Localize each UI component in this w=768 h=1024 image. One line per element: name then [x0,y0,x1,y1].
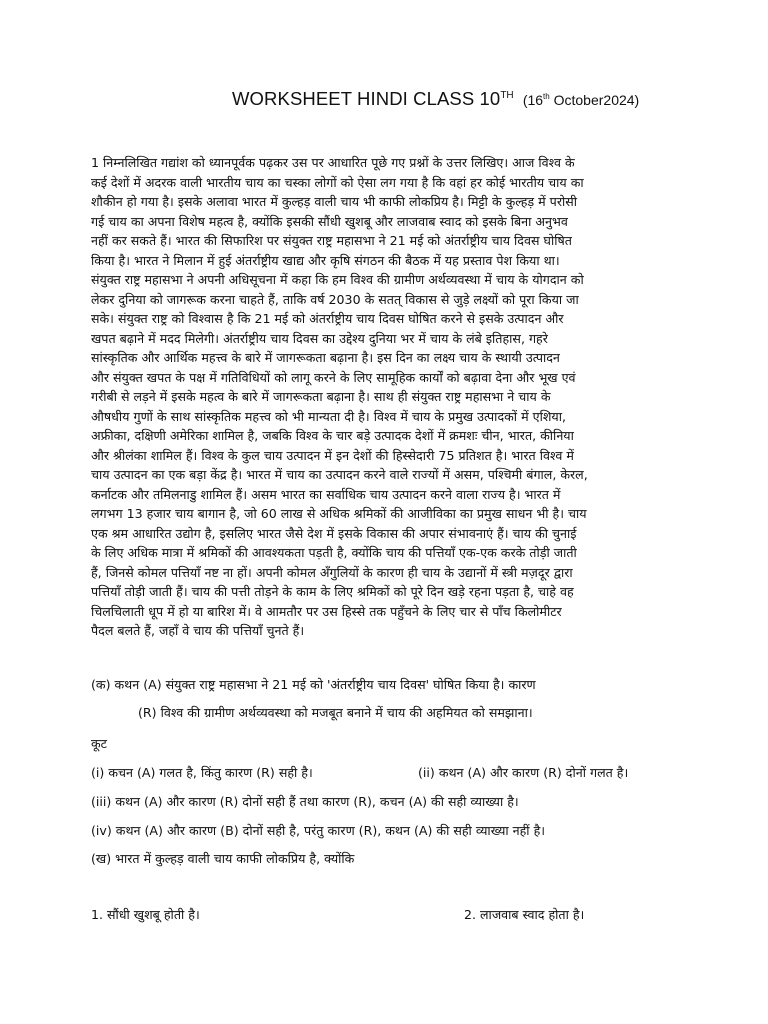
comprehension-passage [91,153,681,641]
passage-line: शौकीन हो गया है। इसके अलावा भारत में कुल्हड़ वाली चाय भी काफी लोकप्रिय है। मिट्टी के कुल्हड़ में परोसी [91,194,578,209]
option-iv: (iv) कथन (A) और कारण (B) दोनों सही है, परंतु कारण (R), कथन (A) की सही व्याख्या नहीं है। [91,823,546,838]
passage-line: किया है। भारत ने मिलान में हुई अंतर्राष्ट्रीय खाद्य और कृषि संगठन की बैठक में यह प्रस्ताव पेश किया था। [91,252,560,268]
passage-line: औषधीय गुणों के साथ सांस्कृतिक महत्त्व को भी मान्यता दी है। विश्व में चाय के प्रमुख उत्पादकों में एशिया, [91,408,566,424]
passage-line: नहीं कर सकते हैं। भारत की सिफारिश पर संयुक्त राष्ट्र महासभा ने 21 मई को अंतर्राष्ट्रीय चाय दिवस घोषित [91,233,572,248]
passage-line: कई देशों में अदरक वाली भारतीय चाय का चस्का लोगों को ऐसा लग गया है कि वहां हर कोई भारतीय चाय का [91,174,584,190]
worksheet-date [523,92,639,108]
question-kha-option-1: 1. सौंधी खुशबू होती है। [91,907,200,922]
option-iii: (iii) कथन (A) और कारण (R) दोनों सही हैं तथा कारण (R), कचन (A) की सही व्याख्या है। [91,794,519,809]
passage-line: अफ्रीका, दक्षिणी अमेरिका शामिल है, जबकि विश्व के चार बड़े उत्पादक देशों में क्रमशः चीन, भारत, कीनिया [91,428,574,443]
title-superscript: TH [500,90,514,101]
question-kha-option-2: 2. लाजवाब स्वाद होता है। [464,907,585,922]
passage-line: चिलचिलाती धूप में हो या बारिश में। वे आमतौर पर उस हिस्से तक पहुँचने के लिए चार से पाँच किलोमीटर [91,603,562,619]
question-ka-statement: (क) कथन (A) संयुक्त राष्ट्र महासभा ने 21 मई को 'अंतर्राष्ट्रीय चाय दिवस' घोषित किया है। कारण [91,677,536,692]
passage-line: लेकर दुनिया को जागरूक करना चाहते हैं, ताकि वर्ष 2030 के सतत् विकास से जुड़े लक्ष्यों को पूरा किया जा [91,291,579,307]
passage-line: लगभग 13 हजार चाय बागान है, जो 60 लाख से अधिक श्रमिकों की आजीविका का प्रमुख साधन भी है। चाय [91,506,587,521]
passage-line: खपत बढ़ाने में मदद मिलेगी। अंतर्राष्ट्रीय चाय दिवस का उद्देश्य दुनिया भर में चाय के लंबे इतिहास, गहरे [91,330,548,346]
passage-line: और संयुक्त खपत के पक्ष में गतिविधियों को लागू करने के लिए सामूहिक कार्यों को बढ़ावा देना और भूख एवं [91,369,576,385]
passage-line: चाय उत्पादन का एक बड़ा केंद्र है। भारत में चाय का उत्पादन करने वाले राज्यों में असम, पश्चिमी बंगाल, केरल, [91,467,588,482]
passage-line: पैदल बलते हैं, जहाँ वे चाय की पत्तियाँ चुनते हैं। [91,623,305,638]
date-open: (16 [522,92,544,108]
passage-line: गरीबी से लड़ने में इसके महत्व के बारे में जागरूकता बढ़ाना है। साथ ही संयुक्त राष्ट्र महासभा ने चाय के [91,389,551,404]
question-ka-reason: (R) विश्व की ग्रामीण अर्थव्यवस्था को मजबूत बनाने में चाय की अहमियत को समझाना। [138,705,533,720]
passage-line: 1 निम्नलिखित गद्यांश को ध्यानपूर्वक पढ़कर उस पर आधारित पूछे गए प्रश्नों के उत्तर लिखिए। आज विश्व के [91,155,575,170]
passage-line: कर्नाटक और तमिलनाडु शामिल हैं। असम भारत का सर्वाधिक चाय उत्पादन करने वाला राज्य है। भारत में [91,486,561,502]
question-kha: (ख) भारत में कुल्हड़ वाली चाय काफी लोकप्रिय है, क्योंकि [91,851,355,866]
passage-line: पत्तियाँ तोड़ी जाती हैं। चाय की पत्ती तोड़ने के काम के लिए श्रमिकों को पूरे दिन खड़े रहना पड़ता है, चाहे वह [91,584,574,599]
passage-line: संयुक्त राष्ट्र महासभा ने अपनी अधिसूचना में कहा कि हम विश्व की ग्रामीण अर्थव्यवस्था में चाय के योगदान को [91,272,584,287]
option-i: (i) कचन (A) गलत है, किंतु कारण (R) सही है। [91,765,313,780]
passage-line: हैं, जिनसे कोमल पत्तियाँ नष्ट ना हों। अपनी कोमल अँगुलियों के कारण ही चाय के उद्यानों में स्त्री मज़दूर द्वारा [91,564,573,580]
worksheet-title [232,88,752,110]
date-rest: October2024) [549,92,640,108]
option-ii: (ii) कथन (A) और कारण (R) दोनों गलत है। [418,765,629,780]
passage-line: और श्रीलंका शामिल हैं। विश्व के कुल चाय उत्पादन में इन देशों की हिस्सेदारी 75 प्रतिशत है। भारत विश्व में [91,447,574,463]
date-superscript: th [543,92,550,101]
passage-line: सांस्कृतिक और आर्थिक महत्त्व के बारे में जागरूकता बढ़ाना है। इस दिन का लक्ष्य चाय के स्थायी उत्पादन [91,350,560,365]
passage-line: गई चाय का अपना विशेष महत्व है, क्योंकि इसकी सौंधी खुशबू और लाजवाब स्वाद को इसके बिना अनुभव [91,213,568,229]
title-main: WORKSHEET HINDI CLASS 10 [232,88,501,109]
passage-line: सके। संयुक्त राष्ट्र को विश्वास है कि 21 मई को अंतर्राष्ट्रीय चाय दिवस घोषित करने से इसके उत्पादन और [91,311,564,326]
code-heading: कूट [91,736,108,751]
passage-line: के लिए अधिक मात्रा में श्रमिकों की आवश्यकता पड़ती है, क्योंकि चाय की पत्तियाँ एक-एक करके तोड़ी जाती [91,545,577,560]
passage-line: एक श्रम आधारित उद्योग है, इसलिए भारत जैसे देश में इसके विकास की अपार संभावनाएं हैं। चाय की चुनाई [91,525,577,541]
